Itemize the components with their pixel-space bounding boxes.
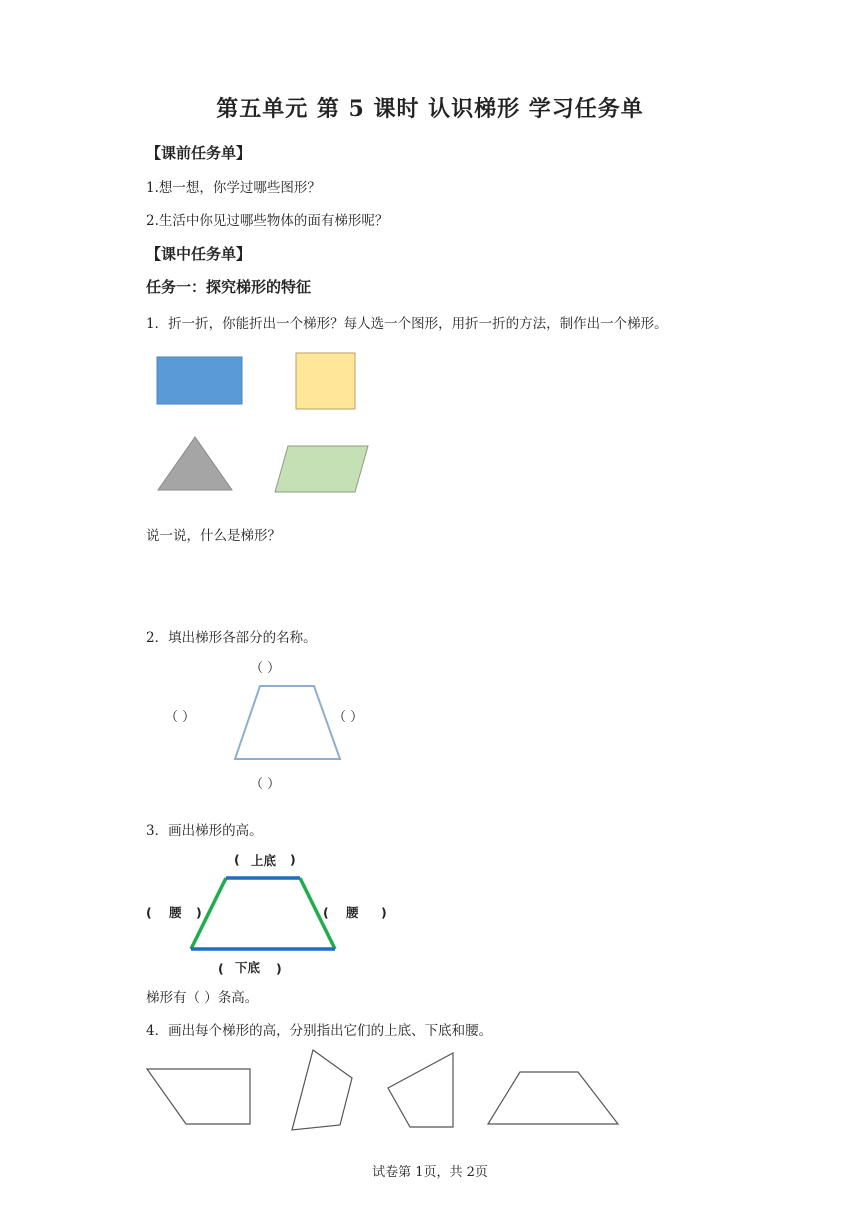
trapezoid-3: [388, 1053, 453, 1127]
blank-bottom-label: （ ）: [250, 777, 281, 792]
labeled-trapezoid: [185, 872, 340, 954]
page-footer: 试卷第 1页，共 2页: [372, 1165, 488, 1180]
task1-question-2: 2．填出梯形各部分的名称。: [146, 630, 317, 646]
top-base-open-paren: (: [234, 852, 240, 867]
blue-rectangle-shape: [157, 357, 242, 404]
in-class-heading: 【课中任务单】: [146, 245, 252, 263]
right-leg-label: 腰: [346, 905, 359, 920]
left-leg-open-paren: (: [146, 905, 152, 920]
blank-trapezoid: [230, 682, 350, 764]
gray-triangle-shape: [158, 437, 232, 490]
trapezoid-right-leg: [300, 878, 335, 949]
folding-shapes: [150, 345, 390, 500]
pre-task-question-2: 2.生活中你见过哪些物体的面有梯形呢？: [146, 213, 389, 229]
heights-answer-line: 梯形有（ ）条高。: [146, 990, 259, 1006]
task1-heading: 任务一：探究梯形的特征: [146, 278, 312, 296]
bottom-base-open-paren: (: [218, 961, 224, 976]
green-parallelogram-shape: [275, 446, 368, 492]
trapezoid-1: [147, 1069, 250, 1124]
page-title: 第五单元 第 5 课时 认识梯形 学习任务单: [216, 96, 644, 122]
blank-right-label: （ ）: [333, 710, 364, 725]
trapezoid-4: [488, 1072, 618, 1124]
right-leg-close-paren: ): [381, 905, 387, 920]
left-leg-label: 腰: [169, 905, 182, 920]
left-leg-close-paren: ): [196, 905, 202, 920]
top-base-close-paren: ): [290, 852, 296, 867]
task1-question-1: 1．折一折，你能折出一个梯形？每人选一个图形，用折一折的方法，制作出一个梯形。: [146, 316, 668, 332]
pre-task-question-1: 1.想一想，你学过哪些图形？: [146, 180, 321, 196]
yellow-square-shape: [296, 353, 355, 409]
task1-question-3: 3．画出梯形的高。: [146, 823, 263, 839]
blank-left-label: （ ）: [165, 710, 196, 725]
top-base-label: 上底: [251, 853, 277, 868]
four-trapezoids: [140, 1043, 630, 1138]
bottom-base-close-paren: ): [276, 961, 282, 976]
pre-task-heading: 【课前任务单】: [146, 144, 252, 162]
bottom-base-label: 下底: [235, 960, 261, 975]
trapezoid-left-leg: [191, 878, 226, 949]
blank-top-label: （ ）: [250, 661, 281, 676]
task1-talk-question: 说一说，什么是梯形？: [146, 528, 281, 544]
right-leg-open-paren: (: [323, 905, 329, 920]
trapezoid-2: [292, 1050, 352, 1130]
task1-question-4: 4．画出每个梯形的高，分别指出它们的上底、下底和腰。: [146, 1023, 493, 1039]
